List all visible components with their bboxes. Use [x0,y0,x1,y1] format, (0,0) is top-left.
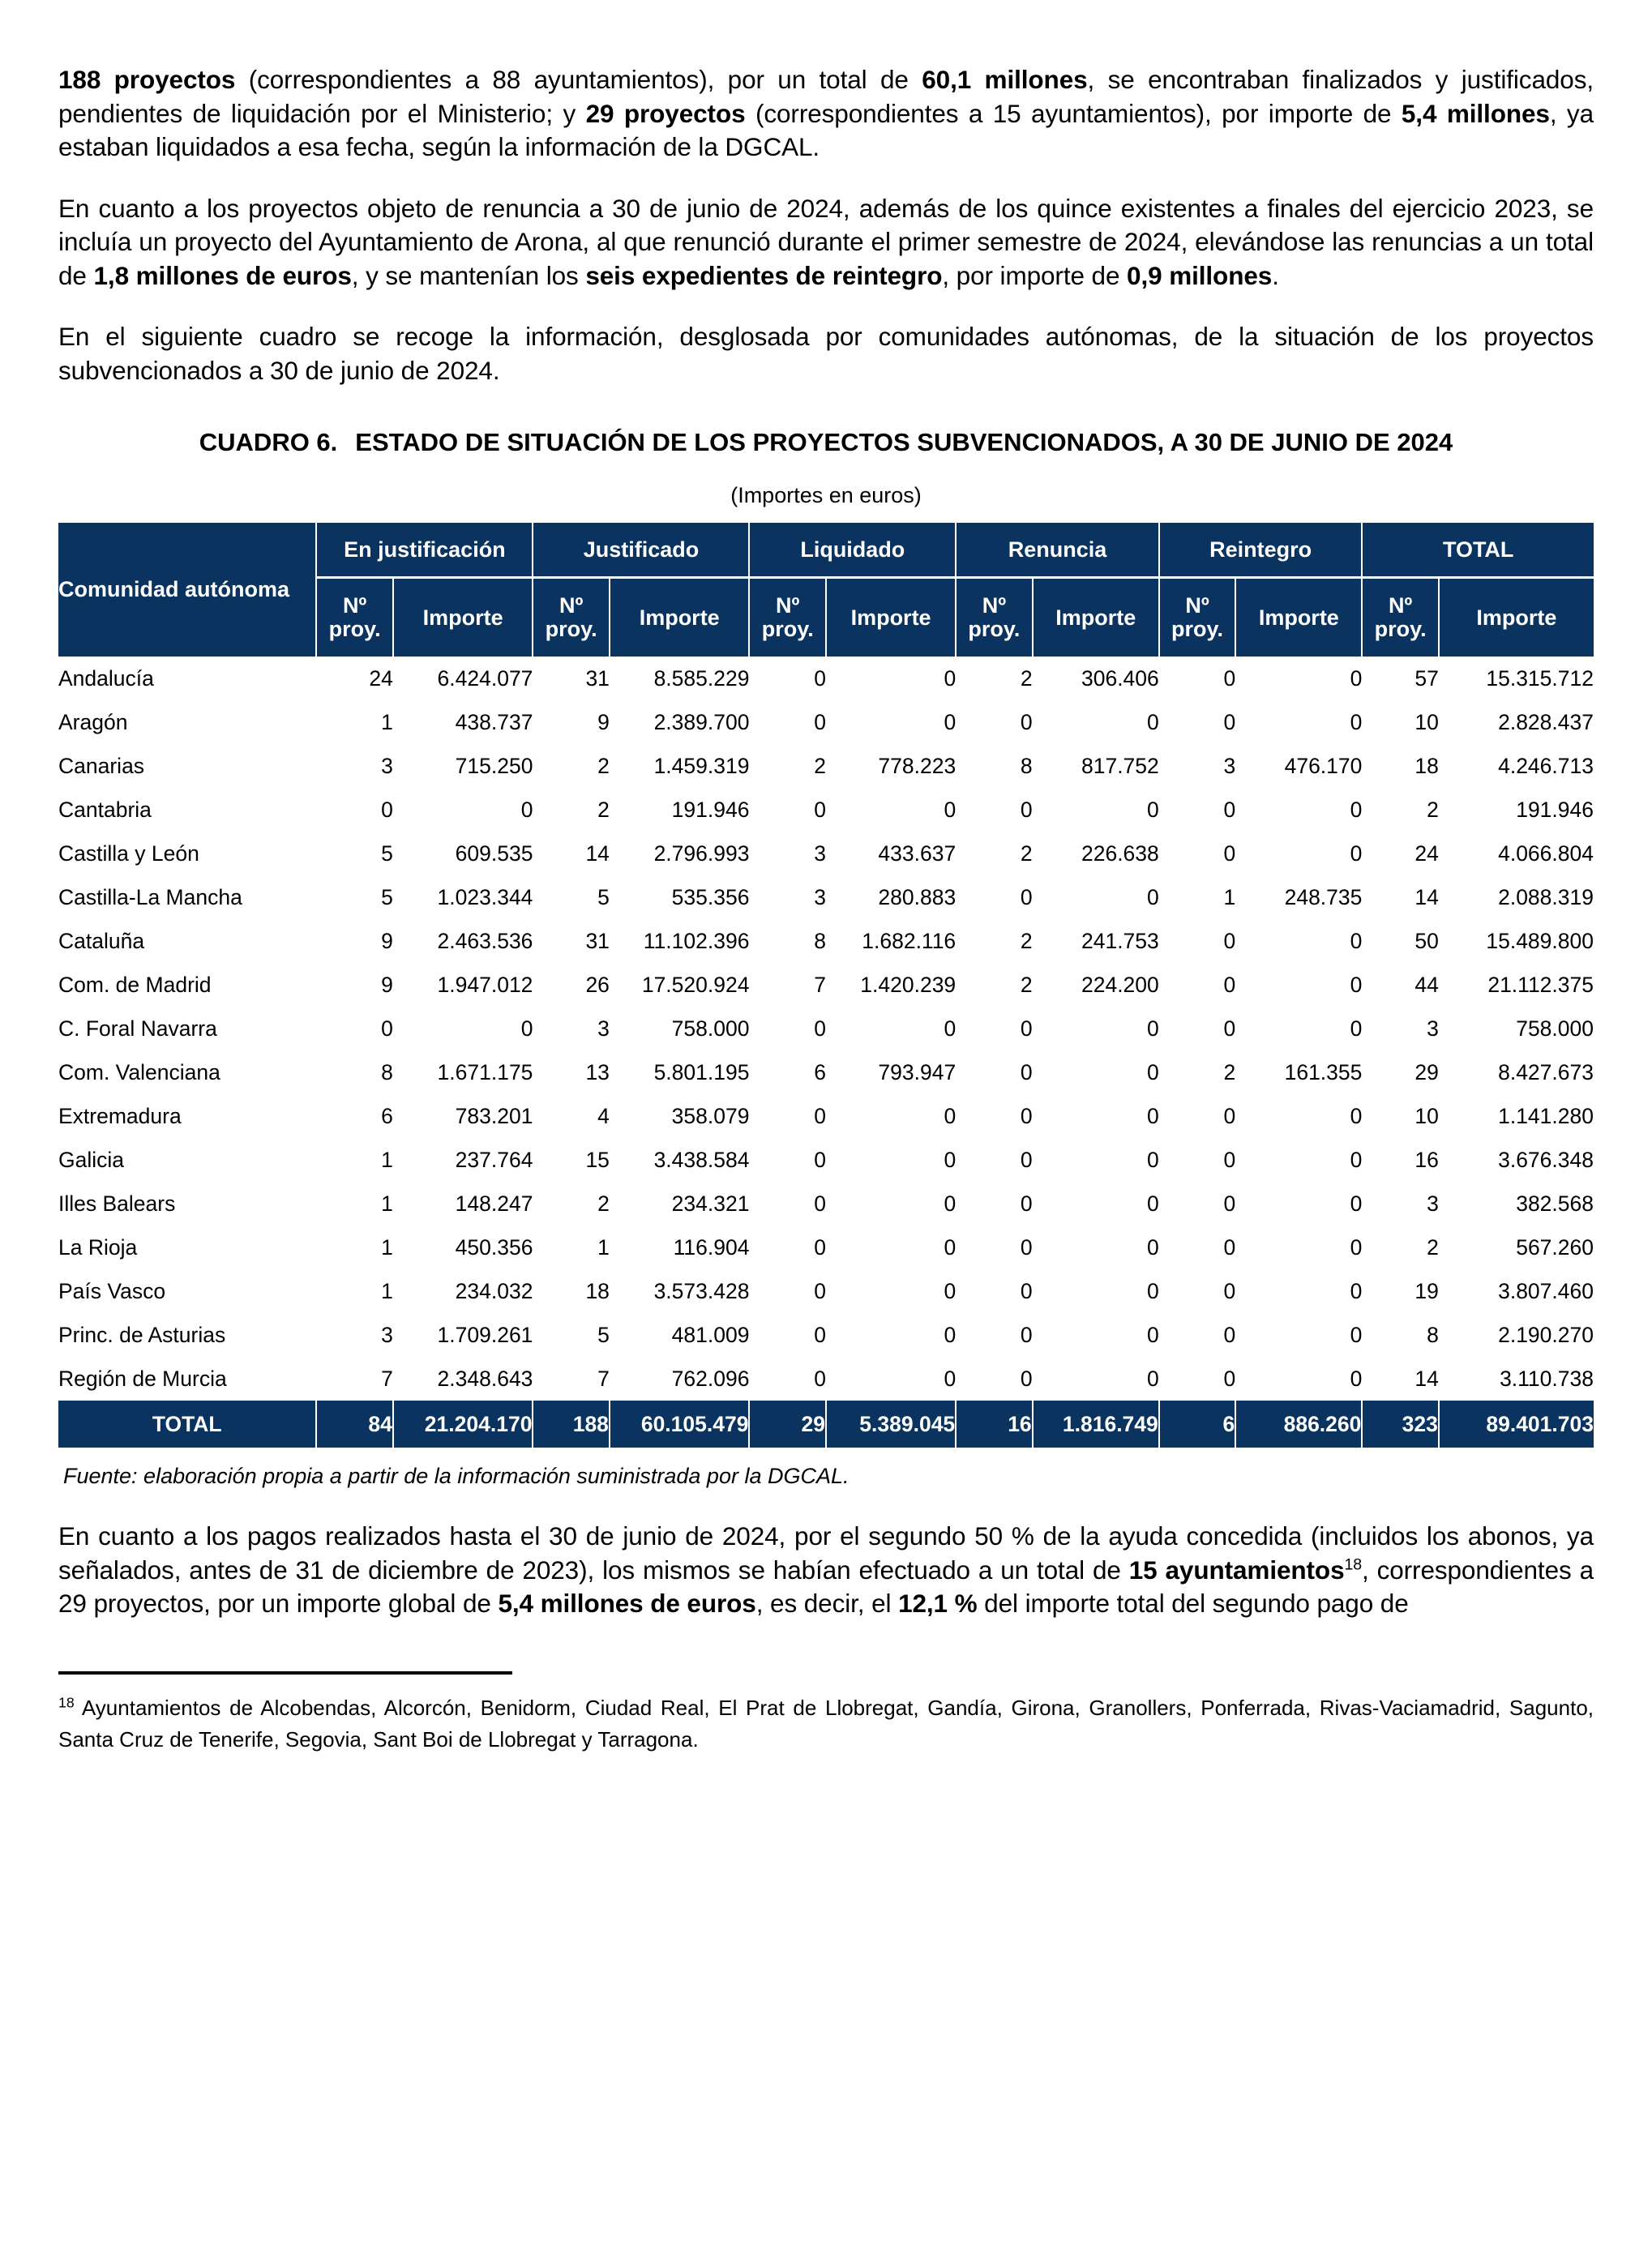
total-cell-count: 6 [1159,1401,1235,1448]
total-cell-count: 16 [956,1401,1032,1448]
table-source-note: Fuente: elaboración propia a partir de la información suministrada por la DGCAL. [63,1464,850,1489]
cell-amount: 793.947 [878,1059,957,1084]
table-row [58,1269,1594,1313]
cell-amount: 0 [1147,797,1159,822]
header-sub-count-justificado: Nº proy. [533,578,609,657]
cell-amount: 1.459.319 [653,753,750,778]
table-units-note: (Importes en euros) [730,483,922,508]
footnote-area [58,1671,1594,1756]
cell-amount: 1.947.012 [437,972,533,997]
header-comunidad-autonoma: Comunidad autónoma [58,523,316,657]
cell-amount: 0 [1147,1278,1159,1303]
paragraph-2: En cuanto a los proyectos objeto de renuncia a 30 de junio de 2024, además de los quince existentes a finales del ejercicio 2023, se incluía un proyecto del Ayuntamiento de Arona, al que renunció durante el primer semestre de 2024, elevándose las renuncias a un total de 1,8 millones de euros, y se mantenían los seis expedientes de reintegro, por importe de 0,9 millones. [58,193,1594,290]
cell-amount: 0 [520,1016,533,1041]
total-cell-count: 323 [1362,1401,1438,1448]
cell-amount: 1.420.239 [860,972,957,997]
header-sub-amount-total: Importe [1439,578,1594,657]
cell-count: 10 [1414,709,1439,734]
row-label-comunidad: Castilla-La Mancha [58,884,242,909]
cell-count: 0 [1020,709,1033,734]
cell-amount: 280.883 [878,884,957,909]
total-cell-amount: 5.389.045 [826,1401,956,1448]
table-row [58,1007,1594,1050]
cell-count: 0 [814,1322,826,1347]
footnote-marker: 18 [58,1694,75,1711]
table-row [58,1050,1594,1094]
cell-amount: 306.406 [1081,665,1159,691]
table-row [58,700,1594,744]
cell-amount: 6.424.077 [437,665,533,691]
paragraph-3: En el siguiente cuadro se recoge la información, desglosada por comunidades autónomas, de la situación de los proyectos subvencionados a 30 de junio de 2024. [58,322,1594,386]
cell-count: 0 [1020,1059,1033,1084]
header-sub-count-renuncia: Nº proy. [956,578,1032,657]
cell-amount: 224.200 [1081,972,1159,997]
table-total-row [58,1401,1594,1448]
cell-amount: 0 [944,1366,957,1391]
cell-amount: 783.201 [455,1103,533,1128]
cell-amount: 2.348.643 [437,1366,533,1391]
cell-count: 0 [1223,1322,1236,1347]
cell-count: 0 [814,1278,826,1303]
cell-count: 0 [1020,1322,1033,1347]
cell-amount: 0 [944,1016,957,1041]
cell-count: 3 [814,884,826,909]
cell-amount: 450.356 [455,1234,533,1260]
cell-count: 50 [1414,928,1439,953]
cell-count: 2 [1427,797,1439,822]
table-row [58,1357,1594,1401]
table-row [58,1313,1594,1357]
cell-amount: 778.223 [878,753,957,778]
table-head [58,523,1594,657]
cell-count: 2 [597,797,610,822]
cell-amount: 241.753 [1081,928,1159,953]
cell-count: 0 [814,665,826,691]
cell-count: 3 [597,1016,610,1041]
row-label-comunidad: Cantabria [58,797,152,822]
cell-count: 0 [1020,884,1033,909]
cell-count: 0 [1223,709,1236,734]
cell-amount: 0 [1350,1147,1363,1172]
cell-amount: 0 [1147,1016,1159,1041]
table-row [58,657,1594,700]
cell-count: 18 [1414,753,1439,778]
cell-count: 0 [1020,1191,1033,1216]
cell-count: 0 [1223,665,1236,691]
row-label-comunidad: Castilla y León [58,841,199,866]
table-row [58,832,1594,875]
cell-count: 7 [597,1366,610,1391]
cell-count: 1 [381,1191,393,1216]
cell-amount: 0 [1350,1191,1363,1216]
cell-amount: 481.009 [671,1322,750,1347]
header-sub-count-liquidado: Nº proy. [749,578,825,657]
cell-count: 5 [597,884,610,909]
row-label-comunidad: Cataluña [58,928,145,953]
cell-amount: 1.709.261 [437,1322,533,1347]
cell-count: 6 [814,1059,826,1084]
cell-count: 14 [1414,884,1439,909]
header-sub-count-en-justificacion: Nº proy. [316,578,392,657]
cell-count: 19 [1414,1278,1439,1303]
cell-amount: 0 [1147,884,1159,909]
header-group-renuncia: Renuncia [956,523,1159,578]
total-cell-amount: 1.816.749 [1033,1401,1159,1448]
cell-count: 18 [585,1278,610,1303]
row-label-comunidad: Com. de Madrid [58,972,212,997]
cell-amount: 15.315.712 [1486,665,1594,691]
table-row [58,744,1594,788]
cell-count: 3 [1427,1016,1439,1041]
row-label-comunidad: Canarias [58,753,145,778]
table-row [58,875,1594,919]
cell-count: 8 [1427,1322,1439,1347]
cell-amount: 2.088.319 [1498,884,1594,909]
cell-amount: 116.904 [673,1234,750,1260]
cell-amount: 8.427.673 [1498,1059,1594,1084]
cell-count: 2 [1020,928,1033,953]
table-row [58,963,1594,1007]
row-label-comunidad: Región de Murcia [58,1366,227,1391]
cell-amount: 11.102.396 [643,928,750,953]
cell-amount: 0 [1147,1191,1159,1216]
cell-count: 24 [369,665,393,691]
cell-amount: 3.676.348 [1498,1147,1594,1172]
footnote-separator [58,1671,512,1675]
cell-amount: 226.638 [1081,841,1159,866]
header-sub-amount-reintegro: Importe [1235,578,1362,657]
row-label-comunidad: C. Foral Navarra [58,1016,217,1041]
cell-count: 4 [597,1103,610,1128]
cell-count: 57 [1414,665,1439,691]
cell-amount: 3.438.584 [653,1147,750,1172]
total-cell-amount: 21.204.170 [393,1401,533,1448]
cell-count: 2 [1427,1234,1439,1260]
cell-count: 0 [814,797,826,822]
cell-amount: 433.637 [878,841,957,866]
total-cell-amount: 89.401.703 [1439,1401,1594,1448]
table-caption [58,426,1594,460]
cell-count: 1 [381,709,393,734]
cell-amount: 15.489.800 [1486,928,1594,953]
cell-count: 0 [381,1016,393,1041]
table-row [58,919,1594,963]
row-label-comunidad: La Rioja [58,1234,138,1260]
cell-amount: 0 [944,665,957,691]
cell-count: 0 [1223,797,1236,822]
row-label-comunidad: País Vasco [58,1278,166,1303]
paragraph-4: En cuanto a los pagos realizados hasta el 30 de junio de 2024, por el segundo 50 % de la ayuda concedida (incluidos los abonos, ya señalados, antes de 31 de diciembre de 2023), los mismos se habían efectuado a un total de 15 ayuntamientos$^{18}$, correspondientes a 29 proyectos, por un importe global de 5,4 millones de euros, es decir, el 12,1 % del importe total del segundo pago de [58,1521,1594,1619]
header-group-total: TOTAL [1362,523,1594,578]
cell-amount: 0 [1350,1234,1363,1260]
row-label-comunidad: Galicia [58,1147,125,1172]
cell-count: 5 [597,1322,610,1347]
projects-status-table [58,523,1594,1448]
cell-count: 1 [597,1234,610,1260]
cell-count: 26 [585,972,610,997]
cell-count: 14 [585,841,610,866]
cell-amount: 0 [1147,1366,1159,1391]
cell-amount: 3.110.738 [1500,1366,1594,1391]
cell-amount: 0 [1147,1059,1159,1084]
cell-amount: 148.247 [455,1191,533,1216]
cell-count: 9 [381,928,393,953]
cell-count: 24 [1414,841,1439,866]
cell-amount: 2.389.700 [653,709,750,734]
cell-amount: 0 [1147,709,1159,734]
cell-amount: 0 [1350,709,1363,734]
table-row [58,1182,1594,1226]
cell-count: 0 [814,1147,826,1172]
cell-amount: 715.250 [455,753,533,778]
cell-amount: 0 [944,797,957,822]
cell-amount: 5.801.195 [653,1059,750,1084]
cell-amount: 758.000 [671,1016,750,1041]
cell-amount: 4.066.804 [1498,841,1594,866]
cell-count: 0 [1223,1234,1236,1260]
cell-count: 7 [814,972,826,997]
cell-count: 5 [381,841,393,866]
cell-count: 29 [1414,1059,1439,1084]
cell-count: 31 [585,928,610,953]
cell-amount: 1.023.344 [437,884,533,909]
cell-count: 0 [1223,972,1236,997]
table-row [58,788,1594,832]
cell-amount: 191.946 [1516,797,1594,822]
cell-count: 0 [1020,1234,1033,1260]
cell-count: 1 [381,1234,393,1260]
footnote-18 [58,1692,1594,1756]
cell-amount: 2.828.437 [1498,709,1594,734]
row-label-comunidad: Princ. de Asturias [58,1322,226,1347]
cell-count: 8 [381,1059,393,1084]
cell-count: 9 [381,972,393,997]
table-row [58,1138,1594,1182]
cell-amount: 476.170 [1284,753,1363,778]
cell-amount: 0 [1350,1278,1363,1303]
cell-count: 10 [1414,1103,1439,1128]
cell-count: 0 [1223,1191,1236,1216]
cell-amount: 0 [944,1191,957,1216]
cell-amount: 535.356 [671,884,750,909]
cell-amount: 2.796.993 [653,841,750,866]
cell-count: 1 [381,1147,393,1172]
cell-amount: 0 [1147,1103,1159,1128]
header-group-justificado: Justificado [533,523,749,578]
paragraph-1: 188 proyectos (correspondientes a 88 ayuntamientos), por un total de 60,1 millones, se encontraban finalizados y justificados, pendientes de liquidación por el Ministerio; y 29 proyectos (correspondientes a 15 ayuntamientos), por importe de 5,4 millones, ya estaban liquidados a esa fecha, según la información de la DGCAL. [58,65,1594,162]
cell-count: 0 [814,1366,826,1391]
total-cell-amount: 886.260 [1235,1401,1362,1448]
cell-amount: 17.520.924 [641,972,750,997]
cell-count: 0 [814,1234,826,1260]
cell-amount: 2.463.536 [437,928,533,953]
cell-count: 1 [381,1278,393,1303]
cell-amount: 3.573.428 [653,1278,750,1303]
header-group-reintegro: Reintegro [1159,523,1363,578]
cell-amount: 0 [1350,1366,1363,1391]
cell-count: 0 [1020,1016,1033,1041]
cell-amount: 8.585.229 [653,665,750,691]
cell-count: 0 [1223,1016,1236,1041]
header-sub-amount-en-justificacion: Importe [393,578,533,657]
cell-amount: 0 [944,709,957,734]
cell-amount: 0 [1350,1322,1363,1347]
cell-count: 14 [1414,1366,1439,1391]
cell-count: 2 [814,753,826,778]
table-row [58,1094,1594,1138]
cell-amount: 0 [944,1147,957,1172]
cell-count: 0 [814,709,826,734]
cell-amount: 234.032 [455,1278,533,1303]
row-label-comunidad: Extremadura [58,1103,182,1128]
cell-amount: 161.355 [1284,1059,1363,1084]
cell-count: 0 [1223,1103,1236,1128]
cell-amount: 0 [1147,1147,1159,1172]
cell-amount: 382.568 [1516,1191,1594,1216]
cell-count: 8 [1020,753,1033,778]
footnote-body: Ayuntamientos de Alcobendas, Alcorcón, Benidorm, Ciudad Real, El Prat de Llobregat, Gandía, Girona, Granollers, Ponferrada, Rivas-Vaciamadrid, Sagunto, Santa Cruz de Tenerife, Segovia, Sant Boi de Llobregat y Tarragona. [58,1695,1594,1752]
table-body [58,657,1594,1448]
cell-amount: 21.112.375 [1487,972,1594,997]
cell-amount: 1.141.280 [1498,1103,1594,1128]
cell-count: 7 [381,1366,393,1391]
cell-count: 0 [1223,1278,1236,1303]
cell-amount: 0 [1350,1103,1363,1128]
row-label-comunidad: Com. Valenciana [58,1059,220,1084]
cell-amount: 0 [944,1278,957,1303]
cell-amount: 248.735 [1284,884,1363,909]
cell-amount: 3.807.460 [1498,1278,1594,1303]
cell-count: 3 [1223,753,1236,778]
cell-count: 6 [381,1103,393,1128]
table-row [58,1226,1594,1269]
cell-amount: 0 [1350,797,1363,822]
cell-count: 0 [1020,1103,1033,1128]
cell-amount: 438.737 [455,709,533,734]
row-label-comunidad: Illes Balears [58,1191,176,1216]
cell-count: 0 [1020,1366,1033,1391]
cell-count: 13 [585,1059,610,1084]
cell-count: 1 [1223,884,1236,909]
cell-amount: 4.246.713 [1498,753,1594,778]
cell-count: 0 [1020,797,1033,822]
cell-amount: 0 [944,1103,957,1128]
cell-amount: 358.079 [671,1103,750,1128]
cell-amount: 2.190.270 [1498,1322,1594,1347]
cell-count: 0 [814,1103,826,1128]
cell-count: 3 [381,753,393,778]
header-sub-count-total: Nº proy. [1362,578,1438,657]
cell-amount: 234.321 [671,1191,750,1216]
cell-count: 8 [814,928,826,953]
cell-amount: 0 [1147,1234,1159,1260]
header-sub-count-reintegro: Nº proy. [1159,578,1235,657]
row-label-comunidad: Andalucía [58,665,154,691]
cell-count: 2 [1020,841,1033,866]
table-caption-title: ESTADO DE SITUACIÓN DE LOS PROYECTOS SUBVENCIONADOS, A 30 DE JUNIO DE 2024 [355,427,1453,456]
cell-amount: 758.000 [1516,1016,1594,1041]
header-group-en-justificacion: En justificación [316,523,533,578]
cell-amount: 0 [1350,665,1363,691]
cell-amount: 191.946 [671,797,750,822]
cell-amount: 0 [944,1234,957,1260]
total-cell-count: 84 [316,1401,392,1448]
cell-count: 5 [381,884,393,909]
cell-amount: 1.682.116 [862,928,957,953]
cell-count: 0 [814,1016,826,1041]
cell-count: 0 [814,1191,826,1216]
cell-count: 44 [1414,972,1439,997]
cell-amount: 0 [1147,1322,1159,1347]
cell-amount: 0 [1350,972,1363,997]
cell-count: 3 [1427,1191,1439,1216]
cell-amount: 817.752 [1081,753,1159,778]
cell-amount: 567.260 [1516,1234,1594,1260]
cell-count: 16 [1414,1147,1439,1172]
cell-count: 0 [381,797,393,822]
cell-amount: 0 [1350,928,1363,953]
total-cell-count: 29 [749,1401,825,1448]
cell-count: 15 [585,1147,610,1172]
table-caption-number: CUADRO 6. [199,427,338,456]
total-cell-amount: 60.105.479 [610,1401,750,1448]
cell-count: 0 [1223,928,1236,953]
cell-count: 2 [597,1191,610,1216]
header-sub-amount-renuncia: Importe [1033,578,1159,657]
cell-count: 2 [597,753,610,778]
cell-count: 2 [1020,972,1033,997]
cell-amount: 1.671.175 [437,1059,533,1084]
cell-count: 0 [1223,1147,1236,1172]
header-sub-amount-liquidado: Importe [826,578,956,657]
cell-count: 0 [1020,1147,1033,1172]
cell-count: 0 [1223,1366,1236,1391]
cell-amount: 0 [520,797,533,822]
cell-amount: 0 [944,1322,957,1347]
cell-count: 0 [1020,1278,1033,1303]
cell-count: 9 [597,709,610,734]
cell-count: 3 [381,1322,393,1347]
cell-count: 0 [1223,841,1236,866]
header-group-liquidado: Liquidado [749,523,956,578]
cell-amount: 0 [1350,841,1363,866]
cell-amount: 762.096 [671,1366,750,1391]
cell-count: 2 [1020,665,1033,691]
cell-amount: 0 [1350,1016,1363,1041]
cell-count: 3 [814,841,826,866]
total-row-label: TOTAL [58,1401,316,1448]
cell-amount: 237.764 [455,1147,533,1172]
row-label-comunidad: Aragón [58,709,128,734]
header-sub-amount-justificado: Importe [610,578,750,657]
table-header-group-row [58,523,1594,578]
cell-count: 2 [1223,1059,1236,1084]
total-cell-count: 188 [533,1401,609,1448]
cell-amount: 609.535 [455,841,533,866]
cell-count: 31 [585,665,610,691]
